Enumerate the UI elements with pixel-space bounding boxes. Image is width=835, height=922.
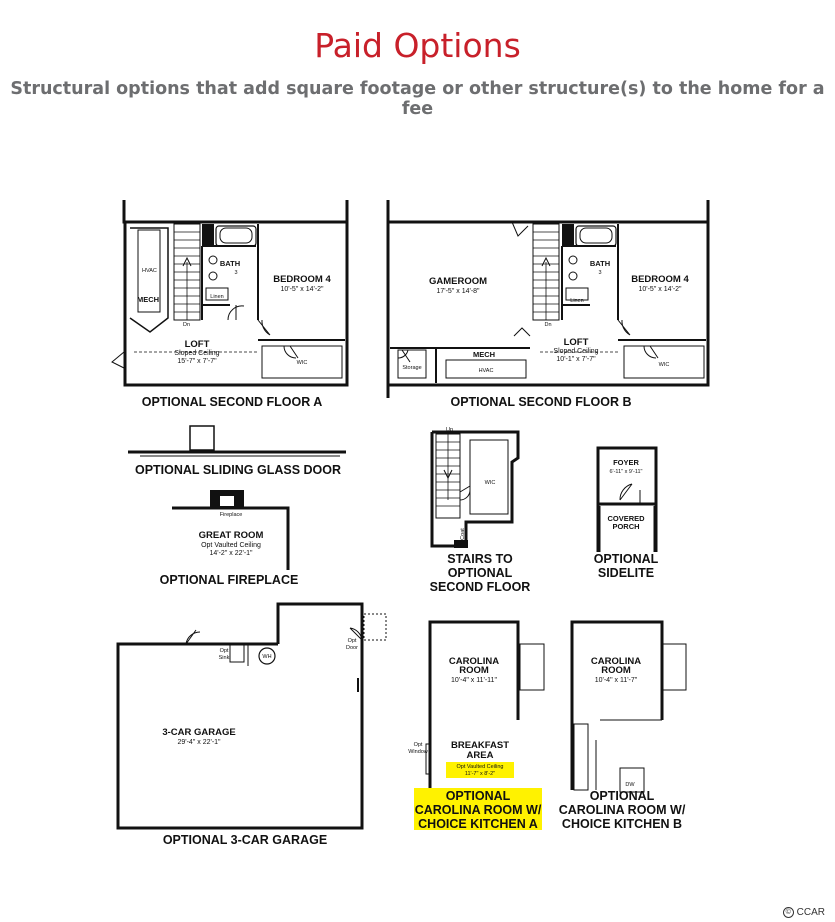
ccar-watermark — [783, 907, 825, 918]
mech-label: MECH — [472, 350, 496, 359]
fireplace-label: Fireplace — [219, 512, 243, 518]
caption-stairs-1: STAIRS TO — [447, 552, 513, 566]
page-title: Paid Options — [314, 26, 521, 65]
labels-garage — [162, 638, 358, 847]
caption-second-floor-a: OPTIONAL SECOND FLOOR A — [141, 395, 323, 409]
bedroom-label: BEDROOM 4 — [273, 274, 331, 285]
ccar-label: CCAR — [796, 907, 825, 918]
carolina-room-label-2: ROOM — [601, 665, 631, 676]
dn-label: Dn — [183, 322, 191, 328]
bedroom-label: BEDROOM 4 — [631, 274, 689, 285]
linen-label: Linen — [570, 298, 584, 304]
caption-sliding-glass-door: OPTIONAL SLIDING GLASS DOOR — [134, 463, 342, 477]
bath-label: BATH — [589, 259, 611, 268]
opt-door-2: Door — [346, 645, 358, 651]
labels-stairs — [430, 427, 531, 594]
loft-label: LOFT — [563, 337, 589, 348]
caption-sidelite-2: SIDELITE — [597, 566, 655, 580]
page-subtitle: Structural options that add square footage or other structure(s) to the home for a fee — [10, 79, 825, 119]
bath-number: 3 — [234, 270, 238, 276]
dn-label: Dn — [544, 322, 552, 328]
wic-label: WIC — [658, 362, 670, 368]
gameroom-label: GAMEROOM — [428, 276, 488, 287]
carolina-room-label-1: CAROLINA — [590, 656, 642, 667]
foyer-label: FOYER — [613, 458, 639, 467]
hvac-label: HVAC — [142, 268, 157, 274]
labels-kitchen-b — [559, 656, 686, 831]
caption-kitchen-a-3: CHOICE KITCHEN A — [418, 817, 538, 831]
opt-window-2: Window — [408, 749, 428, 755]
garage-label: 3-CAR GARAGE — [162, 727, 236, 738]
wic-label: WIC — [484, 480, 496, 486]
copyright-icon: © — [783, 907, 794, 918]
plan-garage — [118, 604, 386, 828]
plan-sliding-glass-door — [128, 426, 346, 456]
caption-kitchen-a-1: OPTIONAL — [445, 789, 511, 803]
wh-label: WH — [262, 654, 272, 660]
plan-kitchen-b — [572, 622, 686, 792]
porch-label-1: COVERED — [607, 514, 645, 523]
breakfast-label-2: AREA — [466, 750, 494, 761]
loft-note: Sloped Ceiling — [174, 350, 220, 357]
opt-sink-1: Opt — [219, 648, 229, 654]
opt-sink-2: Sink — [218, 655, 230, 661]
opt-window-1: Opt — [413, 742, 423, 748]
mech-label: MECH — [137, 295, 160, 304]
gameroom-dim: 17'-5" x 14'-8" — [436, 288, 480, 295]
carolina-room-label-1: CAROLINA — [448, 656, 500, 667]
loft-label: LOFT — [184, 339, 210, 350]
garage-dim: 29'-4" x 22'-1" — [177, 739, 221, 746]
breakfast-dim: 11'-7" x 8'-2" — [464, 771, 496, 777]
storage-label: Storage — [402, 365, 422, 371]
labels-sidelite — [594, 458, 659, 580]
caption-fireplace: OPTIONAL FIREPLACE — [159, 573, 299, 587]
great-room-note: Opt Vaulted Ceiling — [201, 542, 261, 549]
plan-stairs — [432, 432, 518, 548]
great-room-label: GREAT ROOM — [198, 530, 264, 541]
breakfast-label-1: BREAKFAST — [450, 740, 510, 751]
caption-kitchen-b-2: CAROLINA ROOM W/ — [558, 803, 686, 817]
caption-stairs-2: OPTIONAL — [447, 566, 513, 580]
bedroom-dim: 10'-5" x 14'-2" — [280, 286, 324, 293]
caption-stairs-3: SECOND FLOOR — [429, 580, 531, 594]
coat-label: Coat — [460, 528, 466, 540]
linen-label: Linen — [210, 294, 224, 300]
labels-fireplace — [160, 512, 299, 587]
caption-second-floor-b: OPTIONAL SECOND FLOOR B — [450, 395, 632, 409]
up-label: Up — [446, 427, 454, 433]
bedroom-dim: 10'-5" x 14'-2" — [638, 286, 682, 293]
carolina-room-dim: 10'-4" x 11'-7" — [594, 677, 638, 684]
loft-dim: 15'-7" x 7'-7" — [177, 358, 217, 365]
plan-second-floor-b — [388, 200, 708, 398]
bath-number: 3 — [598, 270, 602, 276]
caption-garage: OPTIONAL 3-CAR GARAGE — [162, 833, 328, 847]
foyer-dim: 6'-11" x 9'-11" — [609, 469, 643, 475]
caption-kitchen-b-3: CHOICE KITCHEN B — [561, 817, 683, 831]
caption-kitchen-b-1: OPTIONAL — [589, 789, 655, 803]
opt-door-1: Opt — [347, 638, 357, 644]
bath-label: BATH — [219, 259, 241, 268]
loft-note: Sloped Ceiling — [553, 348, 599, 355]
porch-label-2: PORCH — [612, 522, 640, 531]
great-room-dim: 14'-2" x 22'-1" — [209, 550, 253, 557]
caption-sidelite-1: OPTIONAL — [593, 552, 659, 566]
caption-kitchen-a-2: CAROLINA ROOM W/ — [414, 803, 542, 817]
carolina-room-dim: 10'-4" x 11'-11" — [451, 677, 497, 684]
carolina-room-label-2: ROOM — [459, 665, 489, 676]
wic-label: WIC — [296, 360, 308, 366]
hvac-label: HVAC — [478, 368, 494, 374]
dw-label: DW — [625, 782, 635, 788]
loft-dim: 10'-1" x 7'-7" — [556, 356, 596, 363]
breakfast-note: Opt Vaulted Ceiling — [456, 764, 504, 770]
